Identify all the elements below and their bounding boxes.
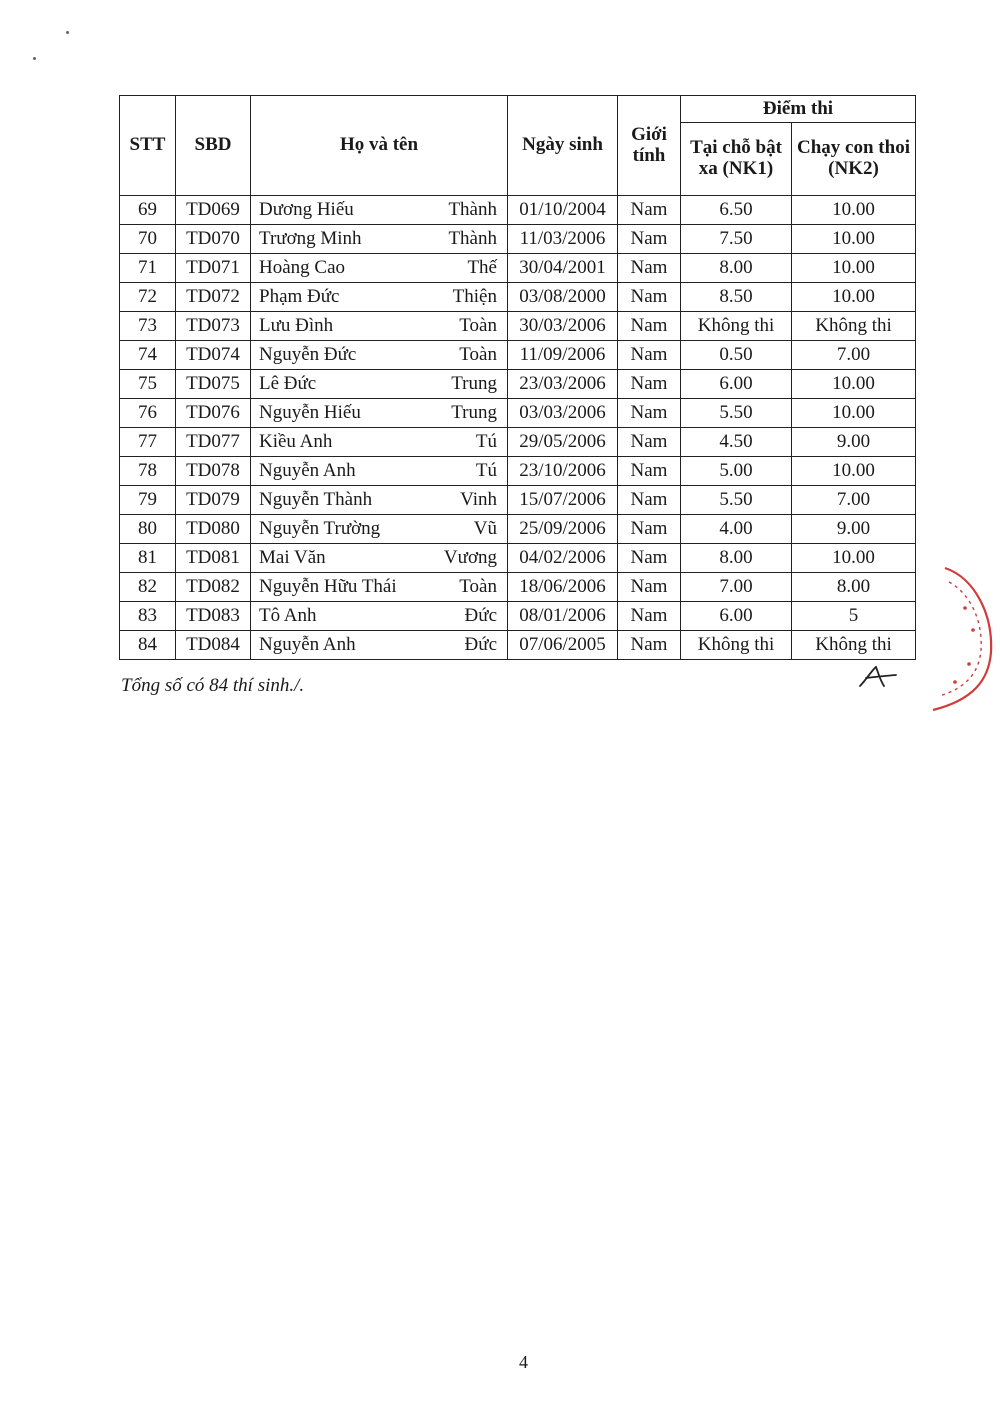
cell-full-name (251, 254, 508, 283)
cell-date-of-birth: 18/06/2006 (508, 573, 618, 602)
cell-nk1-score: 5.50 (681, 399, 792, 428)
given-name: Tú (475, 459, 497, 481)
given-name: Toàn (459, 343, 497, 365)
cell-stt: 75 (120, 370, 176, 399)
cell-date-of-birth: 03/03/2006 (508, 399, 618, 428)
cell-date-of-birth: 23/10/2006 (508, 457, 618, 486)
cell-nk2-score: 10.00 (792, 399, 916, 428)
header-score-group: Điểm thi (681, 96, 916, 123)
table-body (120, 196, 916, 660)
cell-nk2-score: 10.00 (792, 457, 916, 486)
family-middle-name: Tô Anh (259, 604, 317, 626)
cell-nk1-score: Không thi (681, 312, 792, 341)
given-name: Thế (467, 256, 497, 278)
cell-full-name (251, 341, 508, 370)
cell-nk1-score: 5.50 (681, 486, 792, 515)
cell-full-name (251, 196, 508, 225)
cell-nk2-score: 7.00 (792, 341, 916, 370)
cell-nk1-score: 4.00 (681, 515, 792, 544)
cell-date-of-birth: 15/07/2006 (508, 486, 618, 515)
cell-stt: 80 (120, 515, 176, 544)
cell-date-of-birth: 03/08/2000 (508, 283, 618, 312)
table-row (120, 341, 916, 370)
cell-date-of-birth: 11/03/2006 (508, 225, 618, 254)
family-middle-name: Nguyễn Trường (259, 517, 381, 539)
cell-gender: Nam (618, 196, 681, 225)
family-middle-name: Phạm Đức (259, 285, 340, 307)
table-row (120, 515, 916, 544)
cell-stt: 81 (120, 544, 176, 573)
family-middle-name: Lê Đức (259, 372, 317, 394)
cell-nk2-score: 10.00 (792, 283, 916, 312)
cell-nk2-score: 8.00 (792, 573, 916, 602)
cell-nk2-score: 9.00 (792, 515, 916, 544)
cell-gender: Nam (618, 515, 681, 544)
cell-full-name (251, 602, 508, 631)
given-name: Trung (451, 372, 497, 394)
cell-full-name (251, 370, 508, 399)
family-middle-name: Nguyễn Hiếu (259, 401, 361, 423)
cell-stt: 84 (120, 631, 176, 660)
cell-gender: Nam (618, 399, 681, 428)
cell-stt: 83 (120, 602, 176, 631)
cell-gender: Nam (618, 370, 681, 399)
cell-sbd: TD072 (176, 283, 251, 312)
cell-nk2-score: 10.00 (792, 544, 916, 573)
cell-sbd: TD073 (176, 312, 251, 341)
cell-full-name (251, 573, 508, 602)
cell-full-name (251, 515, 508, 544)
header-stt: STT (120, 96, 176, 196)
cell-date-of-birth: 01/10/2004 (508, 196, 618, 225)
family-middle-name: Nguyễn Anh (259, 459, 356, 481)
cell-nk1-score: 6.00 (681, 370, 792, 399)
table-row (120, 428, 916, 457)
table-row (120, 602, 916, 631)
table-row (120, 225, 916, 254)
family-middle-name: Nguyễn Thành (259, 488, 373, 510)
cell-nk2-score: 9.00 (792, 428, 916, 457)
cell-nk2-score: 10.00 (792, 225, 916, 254)
cell-gender: Nam (618, 225, 681, 254)
given-name: Thiện (452, 285, 497, 307)
cell-gender: Nam (618, 573, 681, 602)
cell-gender: Nam (618, 341, 681, 370)
cell-nk1-score: 7.00 (681, 573, 792, 602)
cell-date-of-birth: 07/06/2005 (508, 631, 618, 660)
official-seal-stamp (925, 560, 1000, 720)
cell-gender: Nam (618, 254, 681, 283)
total-candidates-note: Tổng số có 84 thí sinh./. (121, 675, 305, 696)
table-row (120, 399, 916, 428)
cell-gender: Nam (618, 486, 681, 515)
cell-full-name (251, 225, 508, 254)
header-sbd: SBD (176, 96, 251, 196)
family-middle-name: Hoàng Cao (259, 256, 346, 278)
table-row (120, 283, 916, 312)
table-row (120, 370, 916, 399)
given-name: Toàn (459, 575, 497, 597)
table-row (120, 254, 916, 283)
cell-date-of-birth: 11/09/2006 (508, 341, 618, 370)
cell-nk1-score: 8.00 (681, 254, 792, 283)
table-row (120, 573, 916, 602)
cell-sbd: TD081 (176, 544, 251, 573)
cell-sbd: TD076 (176, 399, 251, 428)
cell-gender: Nam (618, 602, 681, 631)
cell-stt: 79 (120, 486, 176, 515)
table-row (120, 544, 916, 573)
table-row (120, 312, 916, 341)
header-nk2: Chạy con thoi (NK2) (792, 123, 916, 196)
cell-date-of-birth: 29/05/2006 (508, 428, 618, 457)
given-name: Đức (464, 604, 497, 626)
cell-sbd: TD074 (176, 341, 251, 370)
cell-nk2-score: 10.00 (792, 370, 916, 399)
table-row (120, 486, 916, 515)
cell-nk1-score: 4.50 (681, 428, 792, 457)
header-full-name: Họ và tên (251, 96, 508, 196)
cell-nk1-score: 7.50 (681, 225, 792, 254)
cell-nk1-score: 5.00 (681, 457, 792, 486)
family-middle-name: Dương Hiếu (259, 198, 354, 220)
family-middle-name: Kiều Anh (259, 430, 333, 452)
cell-sbd: TD077 (176, 428, 251, 457)
page-number: 4 (519, 1352, 528, 1372)
table-row (120, 457, 916, 486)
given-name: Thành (448, 198, 497, 220)
cell-stt: 77 (120, 428, 176, 457)
cell-date-of-birth: 30/03/2006 (508, 312, 618, 341)
cell-gender: Nam (618, 544, 681, 573)
given-name: Trung (451, 401, 497, 423)
cell-full-name (251, 486, 508, 515)
given-name: Thành (448, 227, 497, 249)
given-name: Vinh (460, 488, 497, 510)
scan-speck (33, 57, 36, 60)
cell-nk2-score: 10.00 (792, 196, 916, 225)
cell-nk2-score: 7.00 (792, 486, 916, 515)
cell-sbd: TD080 (176, 515, 251, 544)
cell-nk2-score: Không thi (792, 631, 916, 660)
cell-nk1-score: 6.50 (681, 196, 792, 225)
cell-stt: 76 (120, 399, 176, 428)
cell-stt: 82 (120, 573, 176, 602)
cell-stt: 69 (120, 196, 176, 225)
cell-gender: Nam (618, 283, 681, 312)
cell-stt: 73 (120, 312, 176, 341)
family-middle-name: Mai Văn (259, 546, 326, 568)
given-name: Đức (464, 633, 497, 655)
cell-nk1-score: 0.50 (681, 341, 792, 370)
cell-nk1-score: 8.00 (681, 544, 792, 573)
exam-results-table (119, 95, 916, 660)
cell-full-name (251, 312, 508, 341)
cell-sbd: TD084 (176, 631, 251, 660)
cell-date-of-birth: 04/02/2006 (508, 544, 618, 573)
cell-gender: Nam (618, 457, 681, 486)
cell-stt: 71 (120, 254, 176, 283)
cell-full-name (251, 283, 508, 312)
cell-sbd: TD078 (176, 457, 251, 486)
cell-sbd: TD079 (176, 486, 251, 515)
cell-gender: Nam (618, 312, 681, 341)
cell-date-of-birth: 08/01/2006 (508, 602, 618, 631)
cell-sbd: TD070 (176, 225, 251, 254)
cell-sbd: TD071 (176, 254, 251, 283)
given-name: Vương (443, 546, 497, 568)
cell-full-name (251, 428, 508, 457)
cell-stt: 78 (120, 457, 176, 486)
cell-gender: Nam (618, 428, 681, 457)
cell-date-of-birth: 30/04/2001 (508, 254, 618, 283)
cell-full-name (251, 631, 508, 660)
cell-stt: 72 (120, 283, 176, 312)
header-gender: Giới tính (618, 96, 681, 196)
given-name: Vũ (473, 517, 497, 539)
header-nk1: Tại chỗ bật xa (NK1) (681, 123, 792, 196)
cell-sbd: TD069 (176, 196, 251, 225)
family-middle-name: Trương Minh (259, 227, 362, 249)
family-middle-name: Nguyễn Đức (259, 343, 357, 365)
family-middle-name: Lưu Đình (259, 314, 334, 336)
cell-sbd: TD075 (176, 370, 251, 399)
cell-nk1-score: Không thi (681, 631, 792, 660)
signature-mark (856, 664, 900, 692)
family-middle-name: Nguyễn Anh (259, 633, 356, 655)
scan-speck (66, 31, 69, 34)
given-name: Tú (475, 430, 497, 452)
cell-nk1-score: 8.50 (681, 283, 792, 312)
cell-full-name (251, 457, 508, 486)
header-date-of-birth: Ngày sinh (508, 96, 618, 196)
cell-full-name (251, 399, 508, 428)
family-middle-name: Nguyễn Hữu Thái (259, 575, 397, 597)
cell-nk1-score: 6.00 (681, 602, 792, 631)
cell-nk2-score: Không thi (792, 312, 916, 341)
cell-stt: 70 (120, 225, 176, 254)
cell-full-name (251, 544, 508, 573)
cell-sbd: TD082 (176, 573, 251, 602)
table-row (120, 631, 916, 660)
given-name: Toàn (459, 314, 497, 336)
cell-date-of-birth: 25/09/2006 (508, 515, 618, 544)
cell-nk2-score: 5 (792, 602, 916, 631)
cell-date-of-birth: 23/03/2006 (508, 370, 618, 399)
cell-nk2-score: 10.00 (792, 254, 916, 283)
cell-stt: 74 (120, 341, 176, 370)
cell-gender: Nam (618, 631, 681, 660)
cell-sbd: TD083 (176, 602, 251, 631)
table-row (120, 196, 916, 225)
